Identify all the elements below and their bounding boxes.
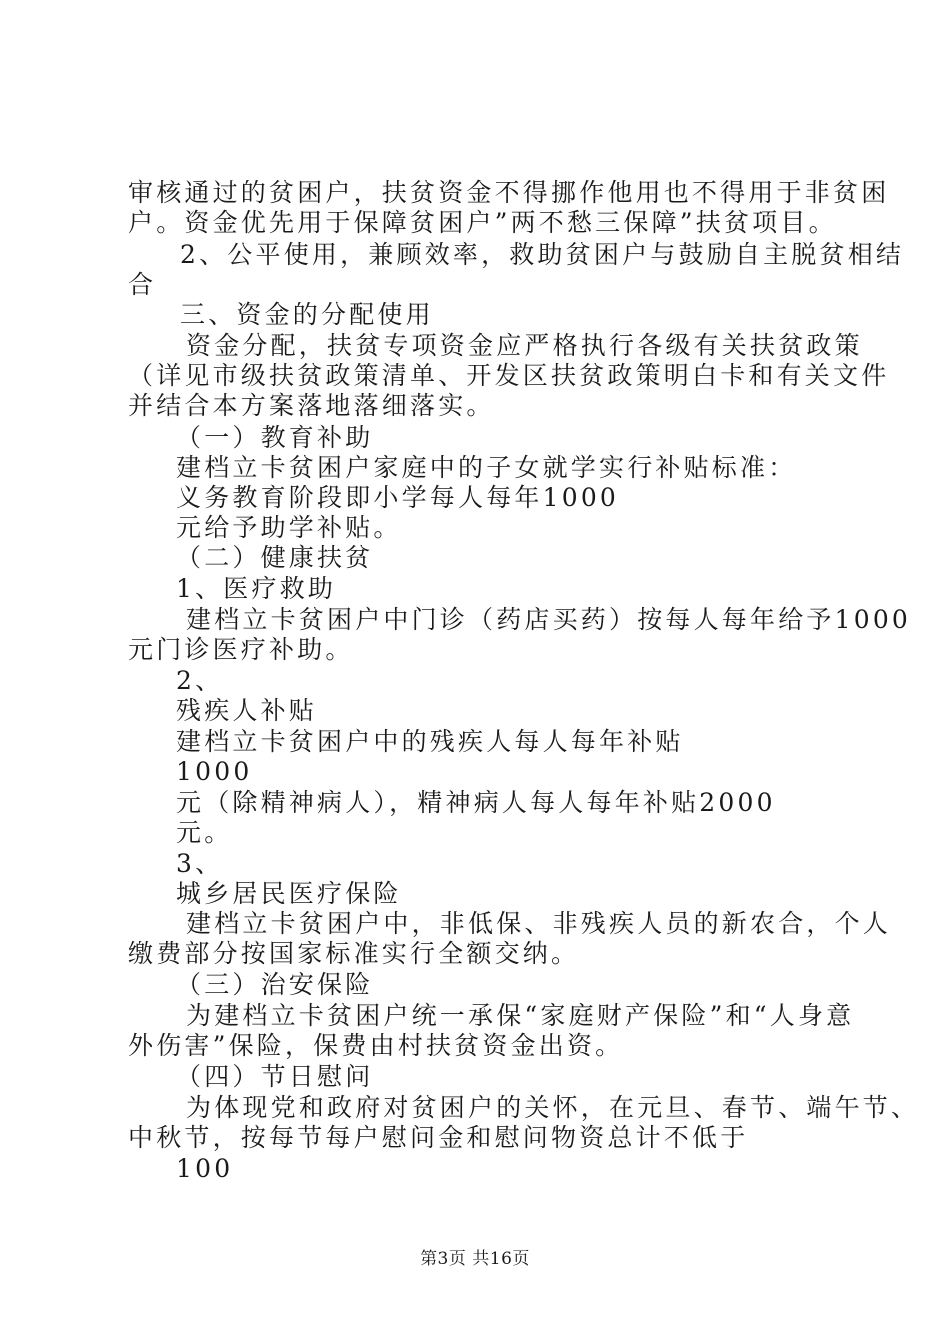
- paragraph-line: 100: [176, 1154, 234, 1183]
- paragraph-line: 合: [128, 270, 157, 299]
- section-heading: 三、资金的分配使用: [180, 300, 434, 329]
- paragraph-line: 为建档立卡贫困户统一承保“家庭财产保险”和“人身意: [186, 1001, 855, 1030]
- page-number-footer: 第3页 共16页: [420, 1249, 530, 1269]
- paragraph-line: 并结合本方案落地落细落实。: [128, 391, 495, 420]
- paragraph-line: 元（除精神病人），精神病人每人每年补贴2000: [176, 788, 776, 817]
- paragraph-line: 缴费部分按国家标准实行全额交纳。: [128, 939, 580, 968]
- paragraph-line: 2、: [176, 666, 224, 695]
- paragraph-line: 1000: [176, 757, 253, 786]
- paragraph-line: 户。资金优先用于保障贫困户”两不愁三保障”扶贫项目。: [128, 208, 837, 237]
- paragraph-line: 元。: [176, 818, 233, 847]
- paragraph-line: 为体现党和政府对贫困户的关怀，在元旦、春节、端午节、: [186, 1093, 920, 1122]
- paragraph-line: 建档立卡贫困户中门诊（药店买药）按每人每年给予1000: [186, 605, 912, 634]
- paragraph-line: （详见市级扶贫政策清单、开发区扶贫政策明白卡和有关文件: [128, 361, 890, 390]
- paragraph-line: 建档立卡贫困户家庭中的子女就学实行补贴标准：: [176, 453, 797, 482]
- subsection-heading: （一）教育补助: [176, 423, 374, 452]
- subsection-heading: （四）节日慰问: [176, 1062, 374, 1091]
- subsection-heading: （二）健康扶贫: [176, 543, 374, 572]
- paragraph-line: 残疾人补贴: [176, 696, 318, 725]
- paragraph-line: 建档立卡贫困户中的残疾人每人每年补贴: [176, 727, 684, 756]
- paragraph-line: 资金分配，扶贫专项资金应严格执行各级有关扶贫政策: [186, 331, 863, 360]
- paragraph-line: 外伤害”保险，保费由村扶贫资金出资。: [128, 1031, 624, 1060]
- paragraph-line: 建档立卡贫困户中，非低保、非残疾人员的新农合，个人: [186, 909, 892, 938]
- paragraph-line: 审核通过的贫困户，扶贫资金不得挪作他用也不得用于非贫困: [128, 178, 890, 207]
- paragraph-line: 城乡居民医疗保险: [176, 879, 402, 908]
- paragraph-line: 元给予助学补贴。: [176, 513, 402, 542]
- subsection-heading: （三）治安保险: [176, 970, 374, 999]
- paragraph-line: 1、医疗救助: [176, 574, 337, 603]
- paragraph-line: 中秋节，按每节每户慰问金和慰问物资总计不低于: [128, 1123, 749, 1152]
- paragraph-line: 元门诊医疗补助。: [128, 635, 354, 664]
- paragraph-line: 2、公平使用，兼顾效率，救助贫困户与鼓励自主脱贫相结: [180, 240, 905, 269]
- paragraph-line: 义务教育阶段即小学每人每年1000: [176, 483, 620, 512]
- paragraph-line: 3、: [176, 849, 224, 878]
